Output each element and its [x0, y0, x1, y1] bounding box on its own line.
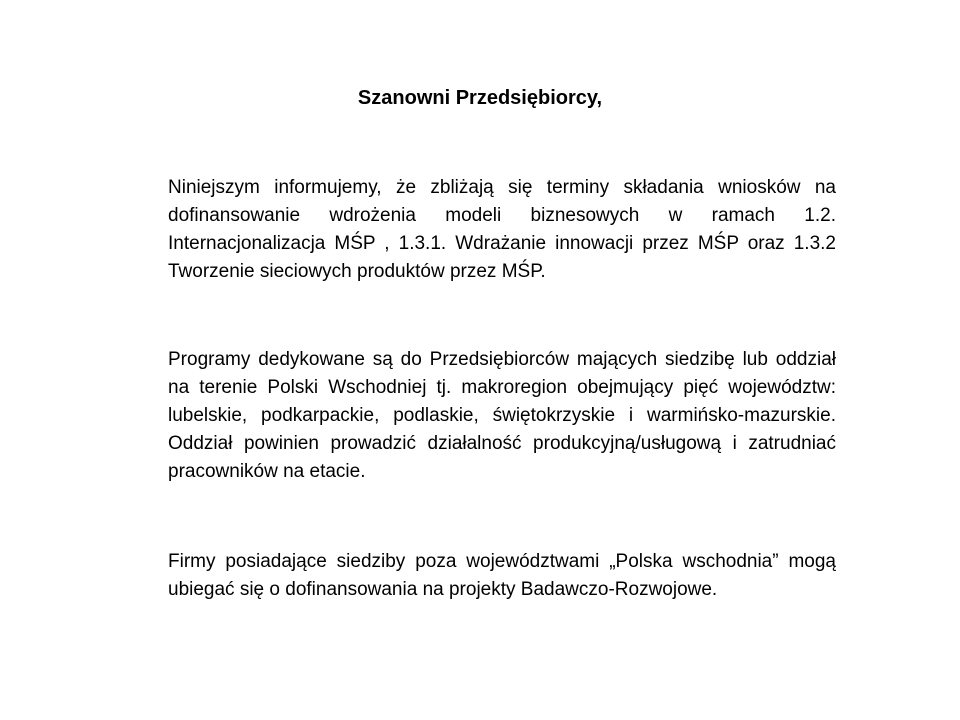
paragraph-deadlines: Niniejszym informujemy, że zbliżają się terminy składania wniosków na dofinansowanie wdrożenia modeli biznesowych w ramach 1.2. Internacjonalizacja MŚP , 1.3.1. Wdrażanie innowacji przez MŚP oraz 1.3.2 Tworzenie sieciowych produktów przez MŚP. [168, 177, 836, 282]
page-title: Szanowni Przedsiębiorcy, [357, 87, 603, 109]
paragraph-other-regions: Firmy posiadające siedziby poza województwami „Polska wschodnia” mogą ubiegać się o dofinansowania na projekty Badawczo-Rozwojowe. [168, 551, 836, 600]
paragraph-eligibility: Programy dedykowane są do Przedsiębiorców mających siedzibę lub oddział na terenie Polski Wschodniej tj. makroregion obejmujący pięć województw: lubelskie, podkarpackie, podlaskie, świętokrzyskie i warmińsko-mazurskie. Oddział powinien prowadzić działalność produkcyjną/usługową i zatrudniać pracowników na etacie. [168, 349, 836, 482]
